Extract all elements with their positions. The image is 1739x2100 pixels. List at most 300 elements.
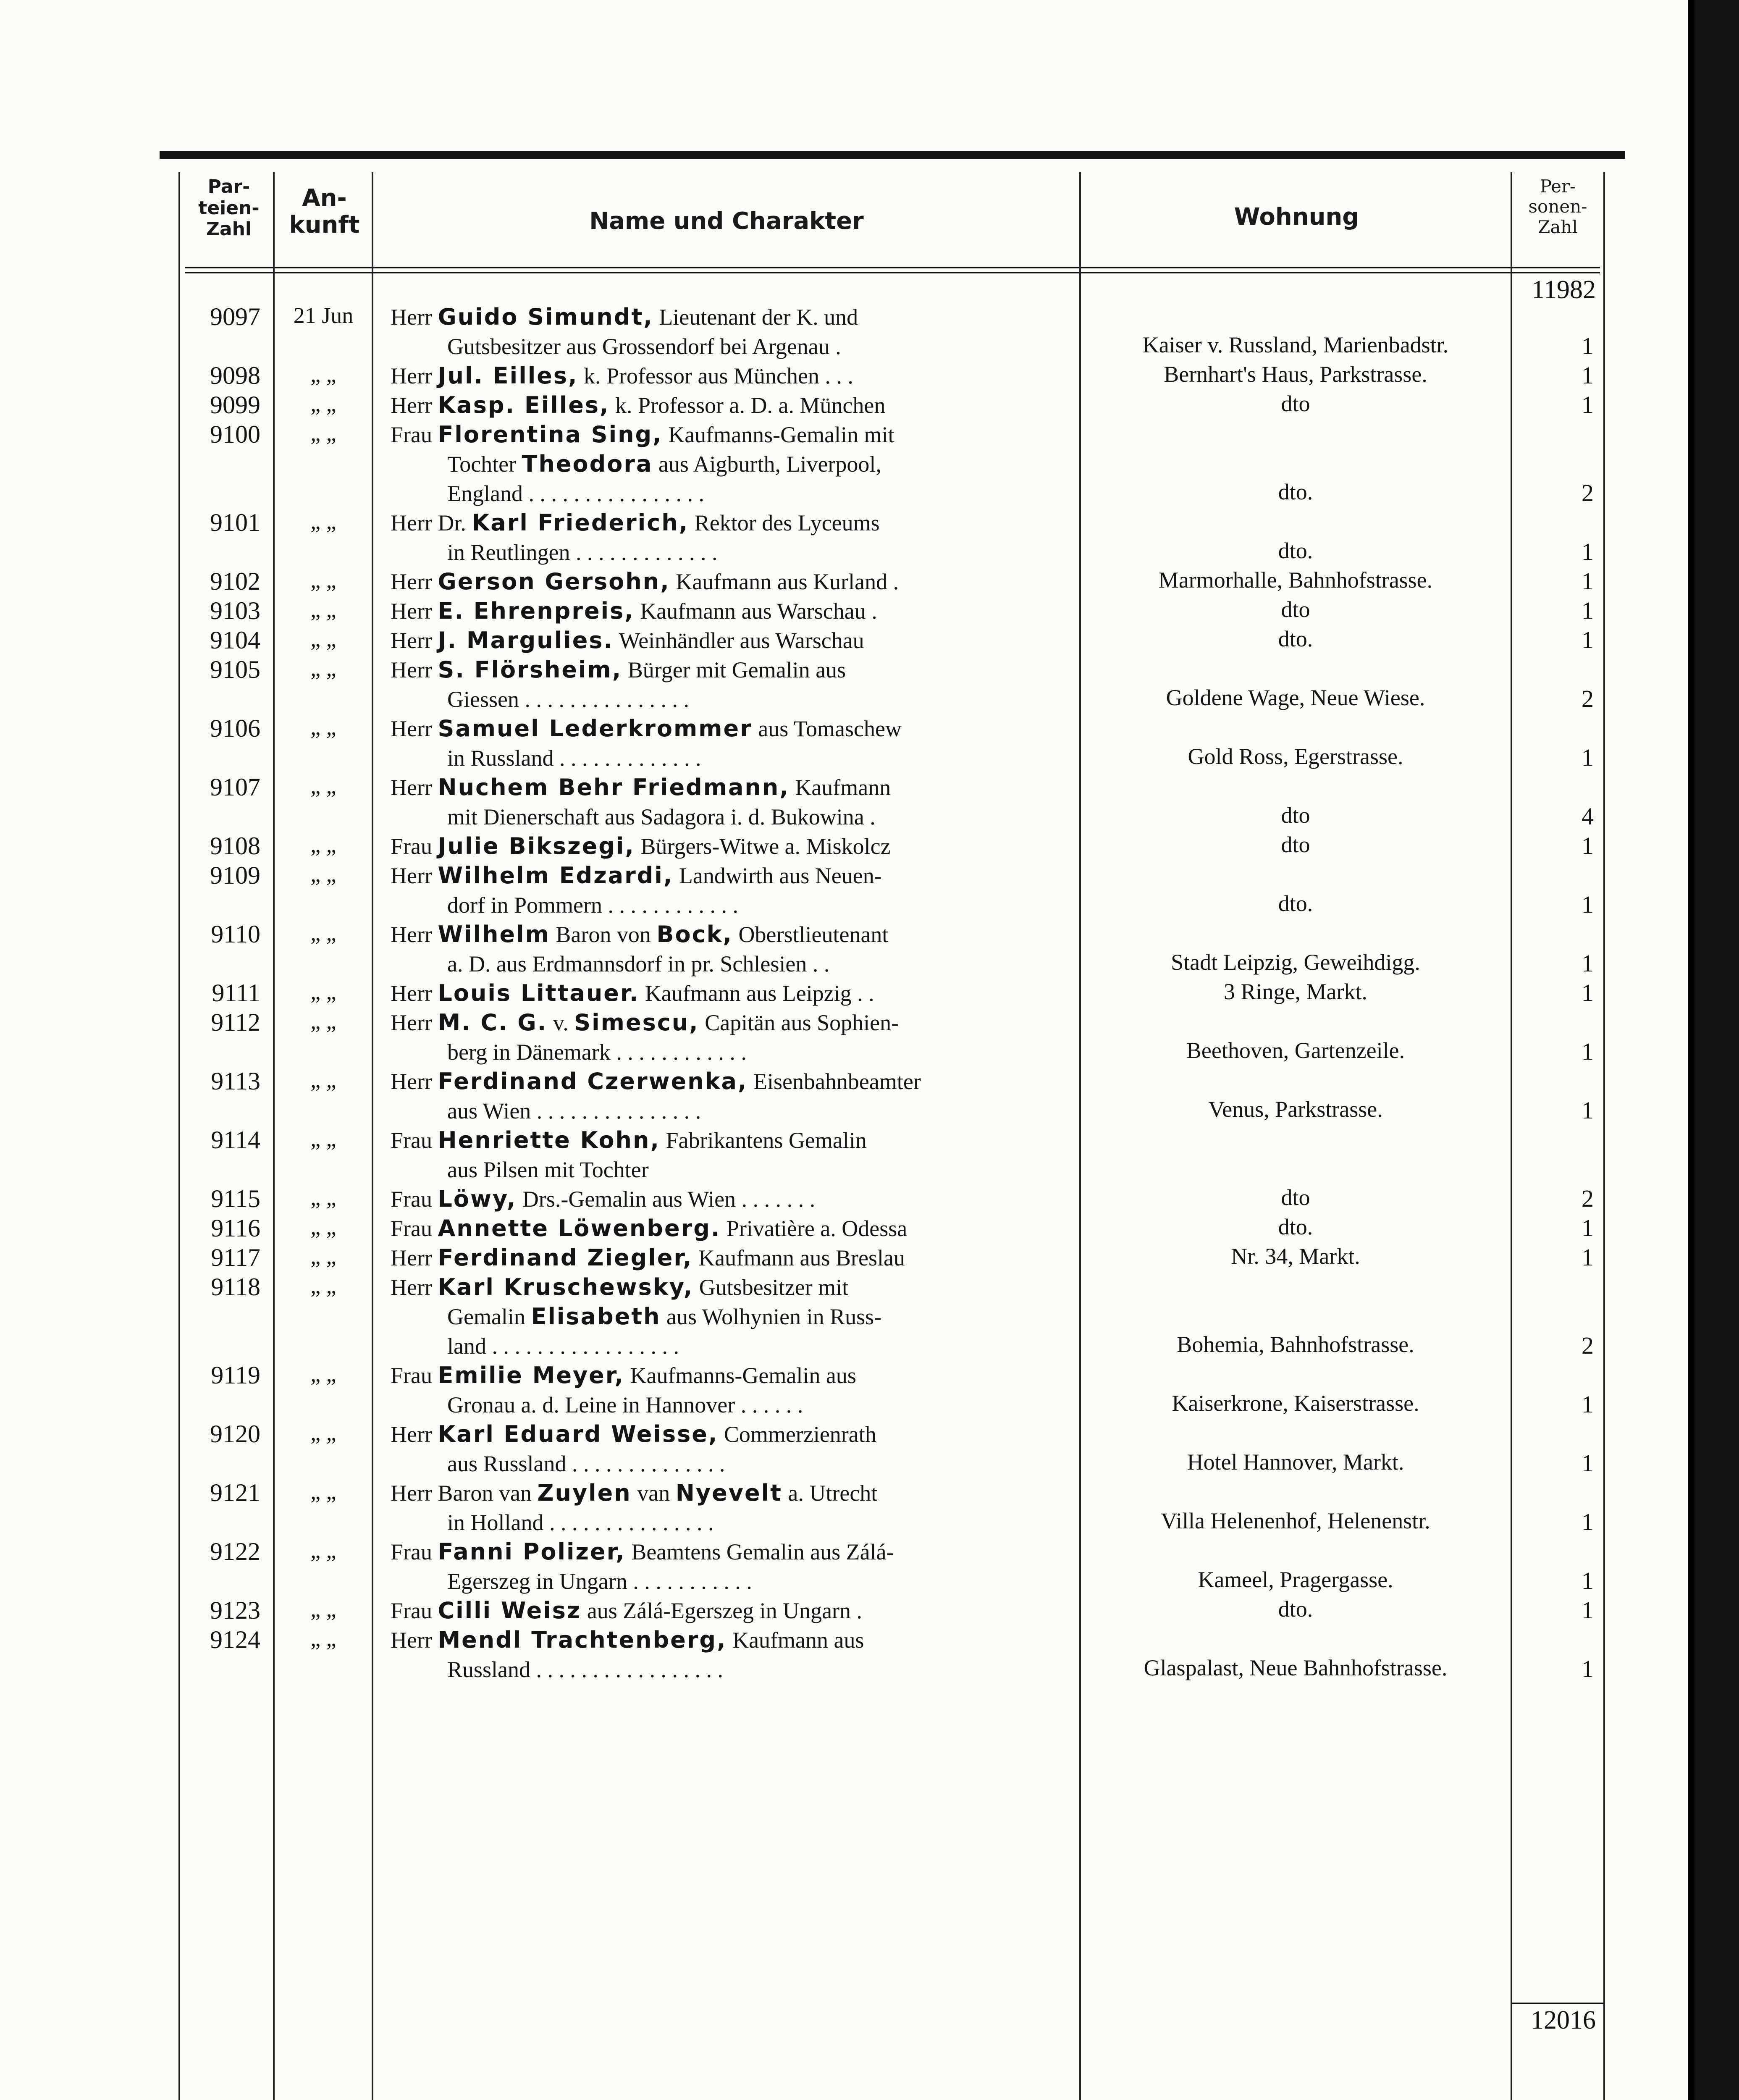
text-segment: Drs.-Gemalin aus Wien . . . . . . . (517, 1186, 816, 1212)
ankunft: „ „ (310, 391, 336, 416)
wohnung: dto. (1278, 538, 1313, 563)
ankunft: „ „ (310, 1361, 336, 1386)
parteien-zahl: 9121 (210, 1479, 260, 1507)
name-und-charakter (391, 596, 1075, 626)
top-rule (160, 151, 1625, 159)
parteien-zahl: 9108 (210, 832, 260, 860)
name-line (391, 1361, 1075, 1390)
parteien-zahl: 9112 (211, 1008, 260, 1036)
text-segment: aus Wien . . . . . . . . . . . . . . . (447, 1098, 701, 1124)
person-name: Jul. Eilles, (438, 362, 578, 389)
name-und-charakter (391, 508, 1075, 567)
wohnung: Glaspalast, Neue Bahnhofstrasse. (1144, 1655, 1448, 1680)
name-line (391, 1273, 1075, 1302)
name-und-charakter (391, 1625, 1075, 1684)
wohnung: dto (1281, 832, 1310, 857)
person-name: Julie Bikszegi, (438, 833, 635, 859)
ankunft: „ „ (310, 773, 336, 798)
name-und-charakter (391, 773, 1075, 832)
header-personen-zahl: Per- sonen- Zahl (1528, 176, 1587, 237)
text-segment: a. Utrecht (782, 1480, 878, 1506)
text-segment: van (631, 1480, 676, 1506)
text-segment: Frau (391, 1539, 438, 1564)
ankunft: „ „ (310, 1214, 336, 1239)
parteien-zahl: 9120 (210, 1420, 260, 1448)
wohnung: Marmorhalle, Bahnhofstrasse. (1158, 567, 1433, 593)
header-rule-1 (185, 267, 1600, 268)
personen-zahl: 1 (1582, 1097, 1594, 1124)
wohnung: dto (1281, 391, 1310, 416)
name-line (391, 302, 1075, 332)
person-name: J. Margulies. (438, 627, 614, 654)
total-carried-over: 11982 (1532, 276, 1596, 304)
person-name: Theodora (522, 451, 653, 477)
person-name: Löwy, (438, 1186, 517, 1212)
wohnung: Bernhart's Haus, Parkstrasse. (1164, 362, 1427, 387)
ankunft: „ „ (310, 1126, 336, 1151)
text-segment: Herr (391, 716, 438, 741)
name-line (391, 1008, 1075, 1037)
text-segment: Frau (391, 834, 438, 859)
name-line (391, 861, 1075, 890)
text-segment: Herr Baron van (391, 1480, 538, 1506)
text-segment: Herr Dr. (391, 510, 472, 536)
personen-zahl: 2 (1582, 1185, 1594, 1212)
name-line (391, 1596, 1075, 1625)
name-und-charakter (391, 1273, 1075, 1361)
name-line (391, 685, 1075, 714)
person-name: Karl Kruschewsky, (438, 1274, 694, 1300)
text-segment: mit Dienerschaft aus Sadagora i. d. Bukowina . (447, 804, 876, 830)
parteien-zahl: 9117 (211, 1244, 260, 1271)
ankunft: „ „ (310, 1538, 336, 1563)
personen-zahl: 2 (1582, 685, 1594, 712)
person-name: Cilli Weisz (438, 1597, 582, 1624)
ankunft: „ „ (310, 509, 336, 534)
name-line (391, 626, 1075, 655)
ankunft: „ „ (310, 420, 336, 446)
name-line (391, 538, 1075, 567)
ankunft: „ „ (310, 626, 336, 651)
personen-zahl: 1 (1582, 1596, 1594, 1624)
wohnung: Nr. 34, Markt. (1231, 1244, 1360, 1269)
name-line (391, 1037, 1075, 1067)
name-line (391, 979, 1075, 1008)
text-segment: Egerszeg in Ungarn . . . . . . . . . . . (447, 1569, 752, 1594)
text-segment: Frau (391, 1598, 438, 1623)
ankunft: „ „ (310, 1479, 336, 1504)
personen-zahl: 1 (1582, 538, 1594, 565)
name-und-charakter (391, 1184, 1075, 1214)
ankunft: „ „ (310, 1420, 336, 1445)
parteien-zahl: 9103 (210, 597, 260, 625)
name-und-charakter (391, 1596, 1075, 1625)
personen-zahl: 1 (1582, 1038, 1594, 1065)
name-und-charakter (391, 1067, 1075, 1126)
parteien-zahl: 9114 (211, 1126, 260, 1154)
text-segment: Tochter (447, 452, 522, 477)
personen-zahl: 1 (1582, 597, 1594, 624)
total-rule (1512, 2003, 1603, 2004)
col-rule-right (1603, 172, 1605, 2100)
person-name: Karl Eduard Weisse, (438, 1421, 719, 1447)
personen-zahl: 1 (1582, 1214, 1594, 1242)
text-segment: Kaufmann aus Breslau (692, 1245, 905, 1270)
name-line (391, 420, 1075, 449)
wohnung: dto (1281, 1185, 1310, 1210)
scan-edge (1694, 0, 1739, 2100)
parteien-zahl: 9122 (210, 1538, 260, 1565)
text-segment: in Reutlingen . . . . . . . . . . . . . (447, 540, 718, 565)
ankunft: „ „ (310, 597, 336, 622)
name-line (391, 332, 1075, 361)
text-segment: Kaufmann aus Warschau . (634, 598, 877, 624)
text-segment: Herr (391, 922, 438, 947)
personen-zahl: 1 (1582, 891, 1594, 918)
text-segment: Frau (391, 1128, 438, 1153)
text-segment: Herr (391, 1245, 438, 1270)
text-segment: Gutsbesitzer aus Grossendorf bei Argenau . (447, 334, 841, 359)
name-line (391, 832, 1075, 861)
name-line (391, 1655, 1075, 1684)
personen-zahl: 1 (1582, 626, 1594, 654)
name-line (391, 449, 1075, 479)
personen-zahl: 1 (1582, 1655, 1594, 1683)
header-wohnung: Wohnung (1234, 203, 1359, 231)
name-und-charakter (391, 1008, 1075, 1067)
person-name: Florentina Sing, (438, 421, 663, 448)
text-segment: aus Aigburth, Liverpool, (653, 452, 881, 477)
parteien-zahl: 9107 (210, 773, 260, 801)
text-segment: Fabrikantens Gemalin (660, 1128, 867, 1153)
person-name: Zuylen (537, 1480, 632, 1506)
name-line (391, 714, 1075, 743)
text-segment: Herr (391, 598, 438, 624)
text-segment: berg in Dänemark . . . . . . . . . . . . (447, 1040, 747, 1065)
name-line (391, 1449, 1075, 1478)
person-name: Karl Friederich, (472, 509, 689, 536)
ankunft: „ „ (310, 861, 336, 887)
name-line (391, 1126, 1075, 1155)
text-segment: Herr (391, 363, 438, 388)
name-line (391, 743, 1075, 773)
name-und-charakter (391, 832, 1075, 861)
text-segment: Kaufmanns-Gemalin mit (662, 422, 894, 447)
wohnung: dto (1281, 597, 1310, 622)
text-segment: Eisenbahnbeamter (748, 1069, 921, 1094)
parteien-zahl: 9124 (210, 1626, 260, 1654)
wohnung: dto. (1278, 891, 1313, 916)
person-name: Fanni Polizer, (438, 1538, 626, 1565)
ankunft: „ „ (310, 832, 336, 857)
wohnung: 3 Ringe, Markt. (1224, 979, 1367, 1004)
header-name-und-charakter: Name und Charakter (589, 207, 864, 235)
text-segment: Capitän aus Sophien- (699, 1010, 899, 1035)
personen-zahl: 1 (1582, 332, 1594, 360)
name-line (391, 949, 1075, 979)
text-segment: Russland . . . . . . . . . . . . . . . . . (447, 1657, 724, 1682)
text-segment: Gemalin (447, 1304, 531, 1329)
name-line (391, 1508, 1075, 1537)
text-segment: Rektor des Lyceums (689, 510, 880, 536)
person-name: Annette Löwenberg. (438, 1215, 721, 1242)
name-line (391, 391, 1075, 420)
name-und-charakter (391, 420, 1075, 508)
name-und-charakter (391, 1420, 1075, 1478)
wohnung: Venus, Parkstrasse. (1208, 1097, 1383, 1122)
person-name: Elisabeth (531, 1303, 661, 1330)
text-segment: Commerzienrath (718, 1422, 876, 1447)
text-segment: Landwirth aus Neuen- (673, 863, 882, 888)
name-und-charakter (391, 626, 1075, 655)
ankunft: „ „ (310, 1008, 336, 1034)
ankunft: „ „ (310, 1273, 336, 1298)
header-rule-2 (185, 272, 1600, 273)
text-segment: Herr (391, 981, 438, 1006)
person-name: Emilie Meyer, (438, 1362, 624, 1389)
ankunft: „ „ (310, 1067, 336, 1092)
text-segment: Herr (391, 628, 438, 653)
wohnung: Gold Ross, Egerstrasse. (1188, 744, 1403, 769)
personen-zahl: 1 (1582, 1508, 1594, 1536)
name-line (391, 508, 1075, 538)
name-line (391, 802, 1075, 832)
person-name: Samuel Lederkrommer (438, 715, 753, 742)
name-line (391, 567, 1075, 596)
wohnung: dto. (1278, 479, 1313, 504)
name-line (391, 1184, 1075, 1214)
text-segment: England . . . . . . . . . . . . . . . . (447, 481, 704, 506)
text-segment: Kaufmanns-Gemalin aus (624, 1363, 856, 1388)
wohnung: Goldene Wage, Neue Wiese. (1166, 685, 1425, 710)
parteien-zahl: 9106 (210, 714, 260, 742)
name-line (391, 1243, 1075, 1273)
person-name: E. Ehrenpreis, (438, 598, 635, 624)
wohnung: Beethoven, Gartenzeile. (1186, 1038, 1405, 1063)
wohnung: Bohemia, Bahnhofstrasse. (1177, 1332, 1414, 1357)
text-segment: Kaufmann aus Leipzig . . (639, 981, 874, 1006)
parteien-zahl: 9119 (211, 1361, 260, 1389)
total-end: 12016 (1531, 2006, 1596, 2034)
name-line (391, 1390, 1075, 1420)
wohnung: dto (1281, 803, 1310, 828)
text-segment: in Russland . . . . . . . . . . . . . (447, 746, 701, 771)
parteien-zahl: 9118 (211, 1273, 260, 1301)
name-und-charakter (391, 1537, 1075, 1596)
parteien-zahl: 9111 (212, 979, 260, 1007)
text-segment: Gronau a. d. Leine in Hannover . . . . . . (447, 1392, 803, 1418)
name-und-charakter (391, 920, 1075, 979)
name-und-charakter (391, 714, 1075, 773)
name-und-charakter (391, 1243, 1075, 1273)
ankunft: „ „ (310, 714, 336, 740)
text-segment: Kaufmann aus Kurland . (670, 569, 899, 594)
ankunft: „ „ (310, 1185, 336, 1210)
person-name: Mendl Trachtenberg, (438, 1627, 727, 1653)
ankunft: 21 Jun (293, 303, 354, 328)
text-segment: Frau (391, 1186, 438, 1212)
person-name: M. C. G. (438, 1009, 548, 1036)
text-segment: Bürgers-Witwe a. Miskolcz (635, 834, 891, 859)
ankunft: „ „ (310, 920, 336, 945)
person-name: Gerson Gersohn, (438, 568, 670, 595)
text-segment: Weinhändler aus Warschau (614, 628, 864, 653)
text-segment: Frau (391, 1216, 438, 1241)
wohnung: Stadt Leipzig, Geweihdigg. (1171, 950, 1420, 975)
name-und-charakter (391, 1126, 1075, 1184)
ankunft: „ „ (310, 1626, 336, 1651)
personen-zahl: 1 (1582, 1391, 1594, 1418)
person-name: Kasp. Eilles, (438, 392, 610, 418)
person-name: Wilhelm Edzardi, (438, 862, 674, 889)
text-segment: a. D. aus Erdmannsdorf in pr. Schlesien . . (447, 951, 830, 976)
name-line (391, 1537, 1075, 1567)
name-und-charakter (391, 861, 1075, 920)
wohnung: dto. (1278, 1596, 1313, 1622)
ankunft: „ „ (310, 1244, 336, 1269)
text-segment: Privatière a. Odessa (721, 1216, 908, 1241)
text-segment: Herr (391, 1628, 438, 1653)
text-segment: Frau (391, 1363, 438, 1388)
name-line (391, 479, 1075, 508)
name-line (391, 1067, 1075, 1096)
name-und-charakter (391, 1478, 1075, 1537)
ankunft: „ „ (310, 979, 336, 1004)
name-line (391, 920, 1075, 949)
personen-zahl: 4 (1582, 803, 1594, 830)
ankunft: „ „ (310, 362, 336, 387)
wohnung: Kaiserkrone, Kaiserstrasse. (1172, 1391, 1419, 1416)
name-und-charakter (391, 1214, 1075, 1243)
parteien-zahl: 9113 (211, 1067, 260, 1095)
text-segment: k. Professor aus München . . . (578, 363, 853, 388)
wohnung: Kameel, Pragergasse. (1198, 1567, 1393, 1592)
person-name: Simescu, (574, 1009, 699, 1036)
text-segment: Herr (391, 775, 438, 800)
name-und-charakter (391, 391, 1075, 420)
name-line (391, 1214, 1075, 1243)
text-segment: land . . . . . . . . . . . . . . . . . (447, 1334, 679, 1359)
text-segment: Herr (391, 393, 438, 418)
text-segment: Herr (391, 1275, 438, 1300)
personen-zahl: 1 (1582, 950, 1594, 977)
name-line (391, 890, 1075, 920)
text-segment: Herr (391, 1422, 438, 1447)
text-segment: k. Professor a. D. a. München (609, 393, 886, 418)
personen-zahl: 1 (1582, 362, 1594, 389)
person-name: Louis Littauer. (438, 980, 640, 1006)
person-name: Wilhelm (438, 921, 550, 948)
name-line (391, 1625, 1075, 1655)
text-segment: Beamtens Gemalin aus Zálá- (625, 1539, 894, 1564)
personen-zahl: 1 (1582, 744, 1594, 771)
parteien-zahl: 9100 (210, 420, 260, 448)
name-line (391, 1420, 1075, 1449)
parteien-zahl: 9101 (210, 509, 260, 536)
person-name: Guido Simundt, (438, 304, 653, 330)
parteien-zahl: 9116 (211, 1214, 260, 1242)
text-segment: Herr (391, 1069, 438, 1094)
name-line (391, 1096, 1075, 1126)
text-segment: aus Wolhynien in Russ- (661, 1304, 882, 1329)
name-und-charakter (391, 1361, 1075, 1420)
col-rule-name (1079, 172, 1081, 2100)
text-segment: aus Zálá-Egerszeg in Ungarn . (581, 1598, 863, 1623)
text-segment: Oberstlieutenant (733, 922, 889, 947)
col-rule-ankunft (372, 172, 373, 2100)
parteien-zahl: 9115 (211, 1185, 260, 1213)
text-segment: Kaufmann aus (727, 1628, 864, 1653)
parteien-zahl: 9102 (210, 567, 260, 595)
text-segment: Bürger mit Gemalin aus (622, 657, 846, 682)
personen-zahl: 1 (1582, 832, 1594, 859)
col-rule-wohnung (1511, 172, 1512, 2100)
text-segment: in Holland . . . . . . . . . . . . . . . (447, 1510, 714, 1535)
name-line (391, 1331, 1075, 1361)
personen-zahl: 1 (1582, 1567, 1594, 1594)
text-segment: dorf in Pommern . . . . . . . . . . . . (447, 892, 738, 918)
text-segment: aus Tomaschew (752, 716, 902, 741)
personen-zahl: 1 (1582, 1244, 1594, 1271)
person-name: Nyevelt (675, 1480, 782, 1506)
text-segment: Herr (391, 863, 438, 888)
header-parteien-zahl: Par- teien- Zahl (198, 176, 260, 240)
name-line (391, 655, 1075, 685)
person-name: S. Flörsheim, (438, 656, 622, 683)
name-line (391, 773, 1075, 802)
text-segment: Lieutenant der K. und (653, 304, 858, 330)
name-line (391, 1567, 1075, 1596)
ankunft: „ „ (310, 656, 336, 681)
parteien-zahl: 9109 (210, 861, 260, 889)
text-segment: Herr (391, 569, 438, 594)
personen-zahl: 1 (1582, 979, 1594, 1006)
text-segment: aus Pilsen mit Tochter (447, 1157, 649, 1182)
name-und-charakter (391, 655, 1075, 714)
wohnung: Villa Helenenhof, Helenenstr. (1161, 1508, 1430, 1533)
name-und-charakter (391, 567, 1075, 596)
text-segment: v. (547, 1010, 574, 1035)
parteien-zahl: 9123 (210, 1596, 260, 1624)
text-segment: Herr (391, 1010, 438, 1035)
wohnung: Hotel Hannover, Markt. (1187, 1449, 1404, 1475)
parteien-zahl: 9097 (210, 303, 260, 331)
text-segment: Giessen . . . . . . . . . . . . . . . (447, 687, 689, 712)
person-name: Nuchem Behr Friedmann, (438, 774, 790, 801)
personen-zahl: 2 (1582, 479, 1594, 507)
name-und-charakter (391, 361, 1075, 391)
personen-zahl: 1 (1582, 1449, 1594, 1477)
header-ankunft: An- kunft (289, 184, 360, 239)
ankunft: „ „ (310, 1596, 336, 1622)
text-segment: Herr (391, 657, 438, 682)
personen-zahl: 2 (1582, 1332, 1594, 1359)
person-name: Ferdinand Ziegler, (438, 1244, 693, 1271)
name-line (391, 1155, 1075, 1184)
name-line (391, 361, 1075, 391)
text-segment: Kaufmann (789, 775, 891, 800)
parteien-zahl: 9110 (211, 920, 260, 948)
wohnung: dto. (1278, 626, 1313, 651)
text-segment: Herr (391, 304, 438, 330)
parteien-zahl: 9099 (210, 391, 260, 419)
personen-zahl: 1 (1582, 391, 1594, 418)
name-line (391, 596, 1075, 626)
parteien-zahl: 9105 (210, 656, 260, 683)
name-line (391, 1478, 1075, 1508)
text-segment: Baron von (550, 922, 657, 947)
person-name: Ferdinand Czerwenka, (438, 1068, 748, 1095)
